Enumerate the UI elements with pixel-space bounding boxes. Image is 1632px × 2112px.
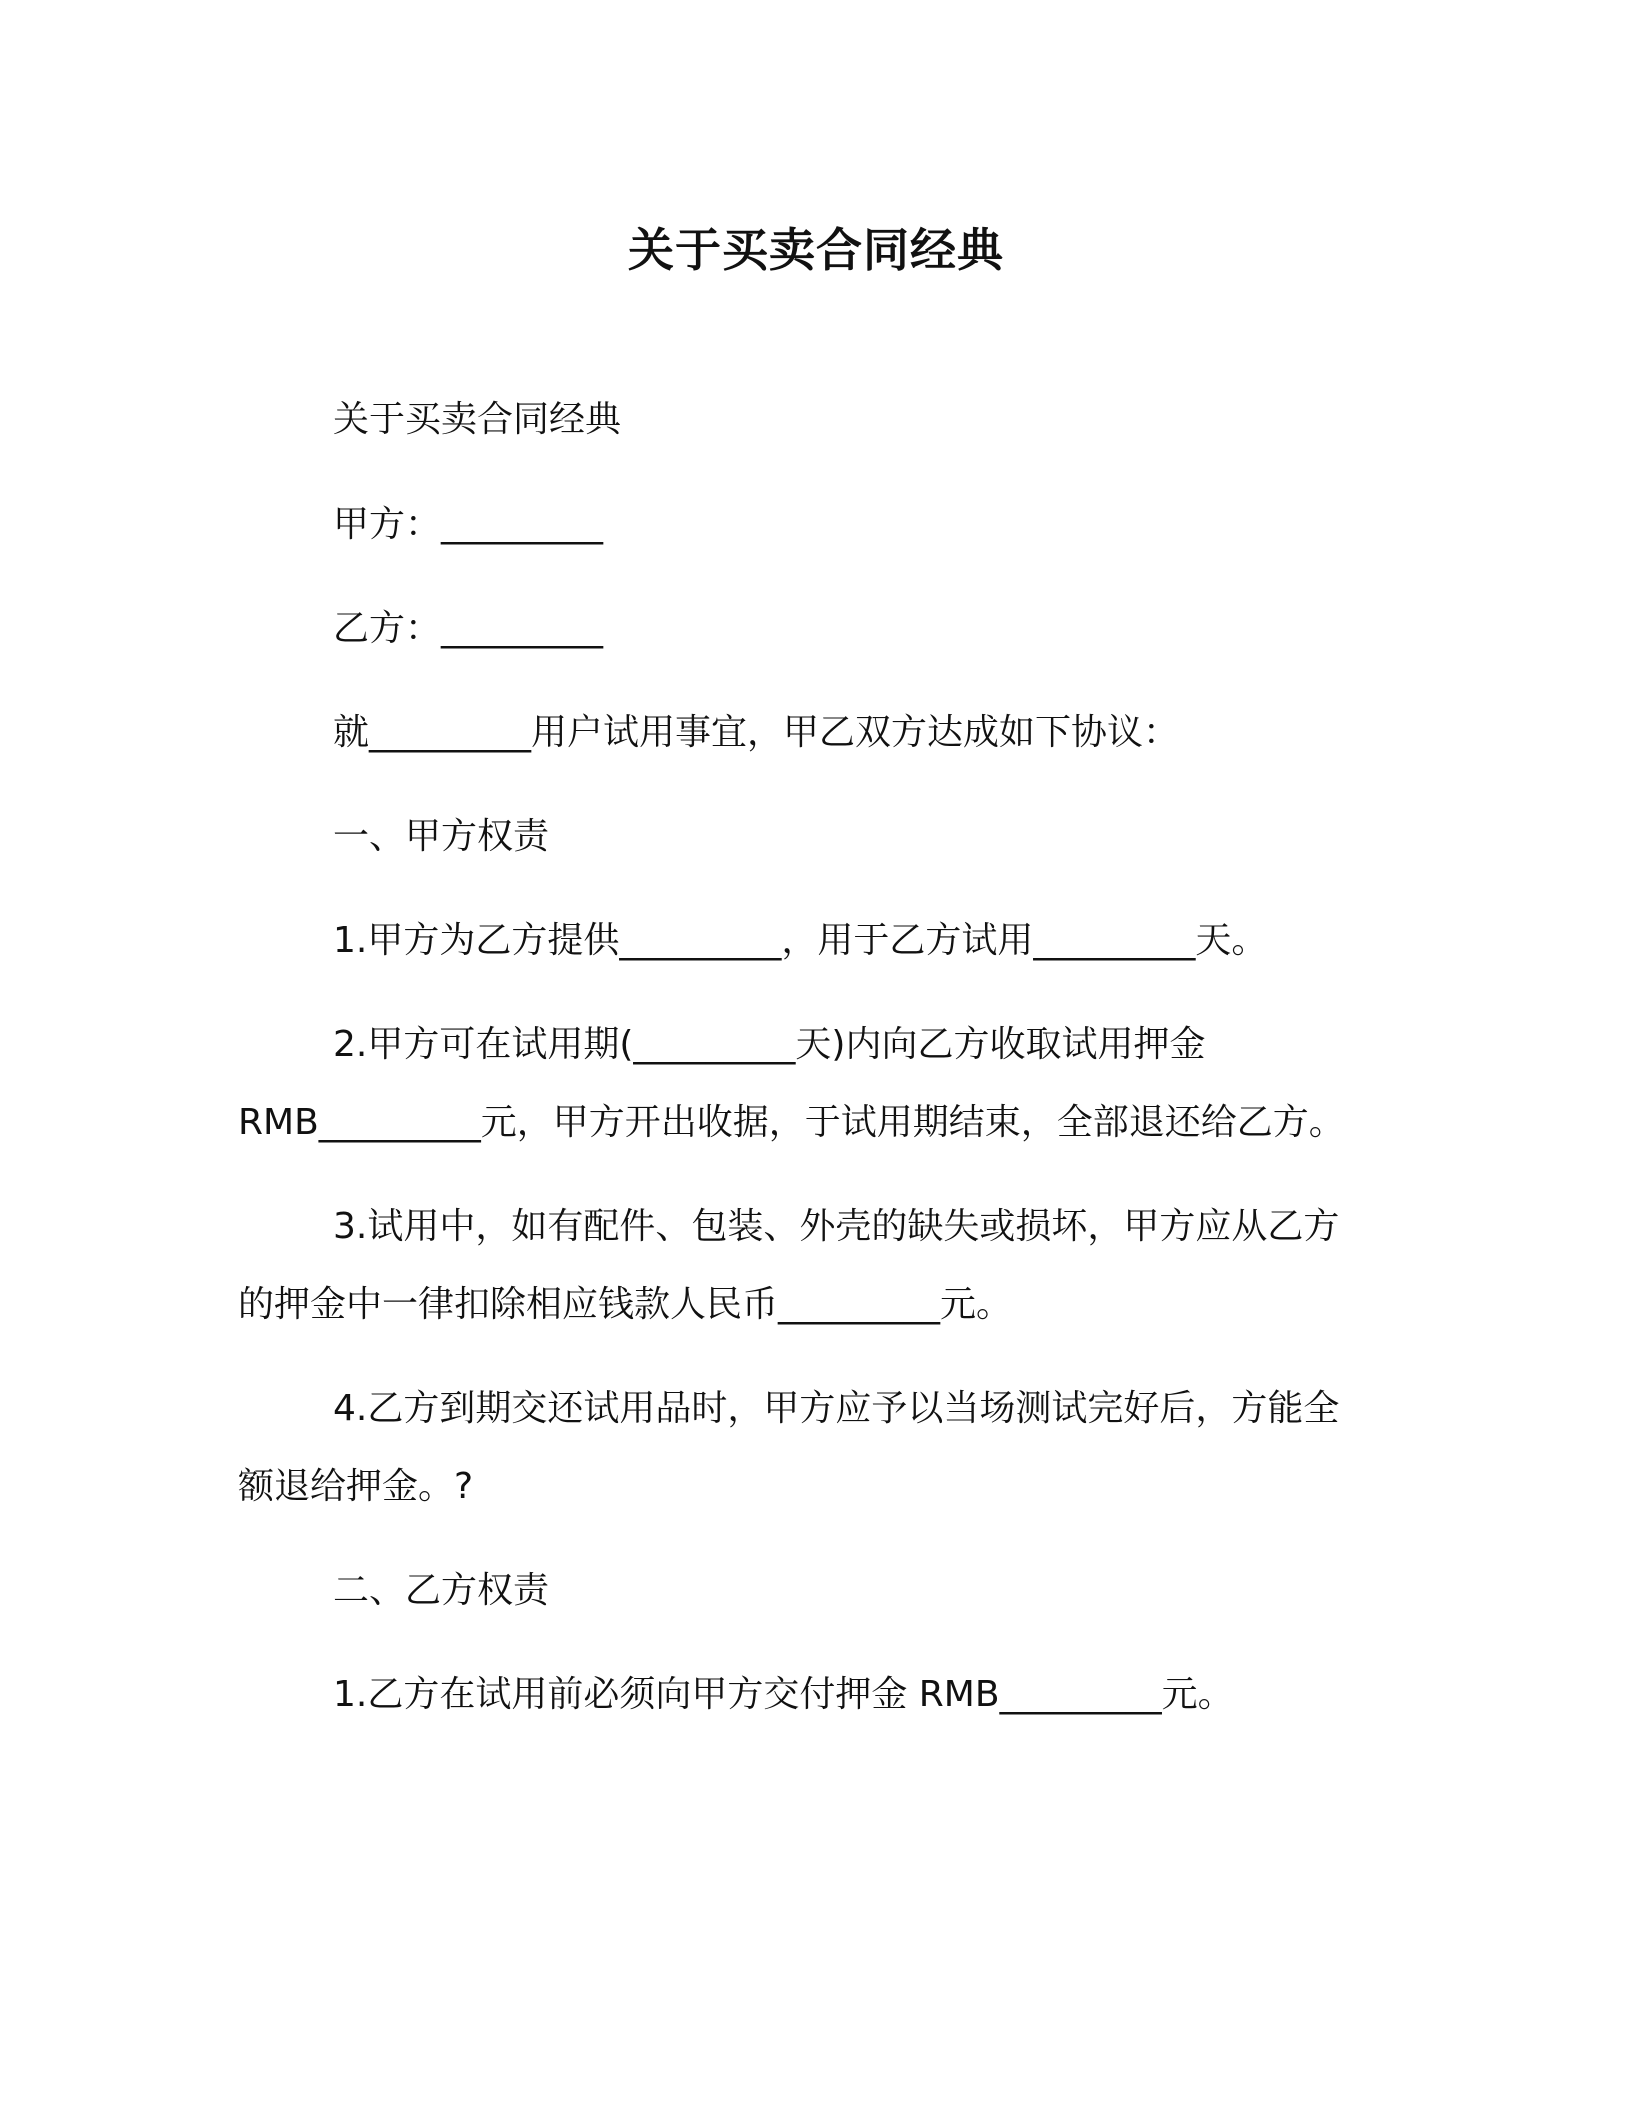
- section-heading-party-b: 二、乙方权责: [333, 1570, 550, 1611]
- document-subtitle: 关于买卖合同经典: [333, 399, 622, 440]
- agreement-intro: 就_________用户试用事宜，甲乙双方达成如下协议：: [333, 712, 1180, 753]
- clause-a2-line1: 2.甲方可在试用期(_________天)内向乙方收取试用押金: [333, 1024, 1206, 1065]
- clause-a4-line1: 4.乙方到期交还试用品时，甲方应予以当场测试完好后，方能全: [333, 1388, 1340, 1429]
- document-title: 关于买卖合同经典: [628, 223, 1004, 277]
- clause-a3-line2: 的押金中一律扣除相应钱款人民币_________元。: [238, 1284, 1013, 1325]
- section-heading-party-a: 一、甲方权责: [333, 816, 550, 857]
- clause-a2-line2: RMB_________元，甲方开出收据，于试用期结束，全部退还给乙方。: [238, 1102, 1345, 1143]
- clause-a4-line2: 额退给押金。?: [238, 1466, 474, 1507]
- clause-a1: 1.甲方为乙方提供_________，用于乙方试用_________天。: [333, 920, 1268, 961]
- clause-b1: 1.乙方在试用前必须向甲方交付押金 RMB_________元。: [333, 1674, 1234, 1715]
- party-a-line: 甲方：_________: [333, 504, 604, 545]
- party-b-line: 乙方：_________: [333, 608, 604, 649]
- clause-a3-line1: 3.试用中，如有配件、包装、外壳的缺失或损坏，甲方应从乙方: [333, 1206, 1340, 1247]
